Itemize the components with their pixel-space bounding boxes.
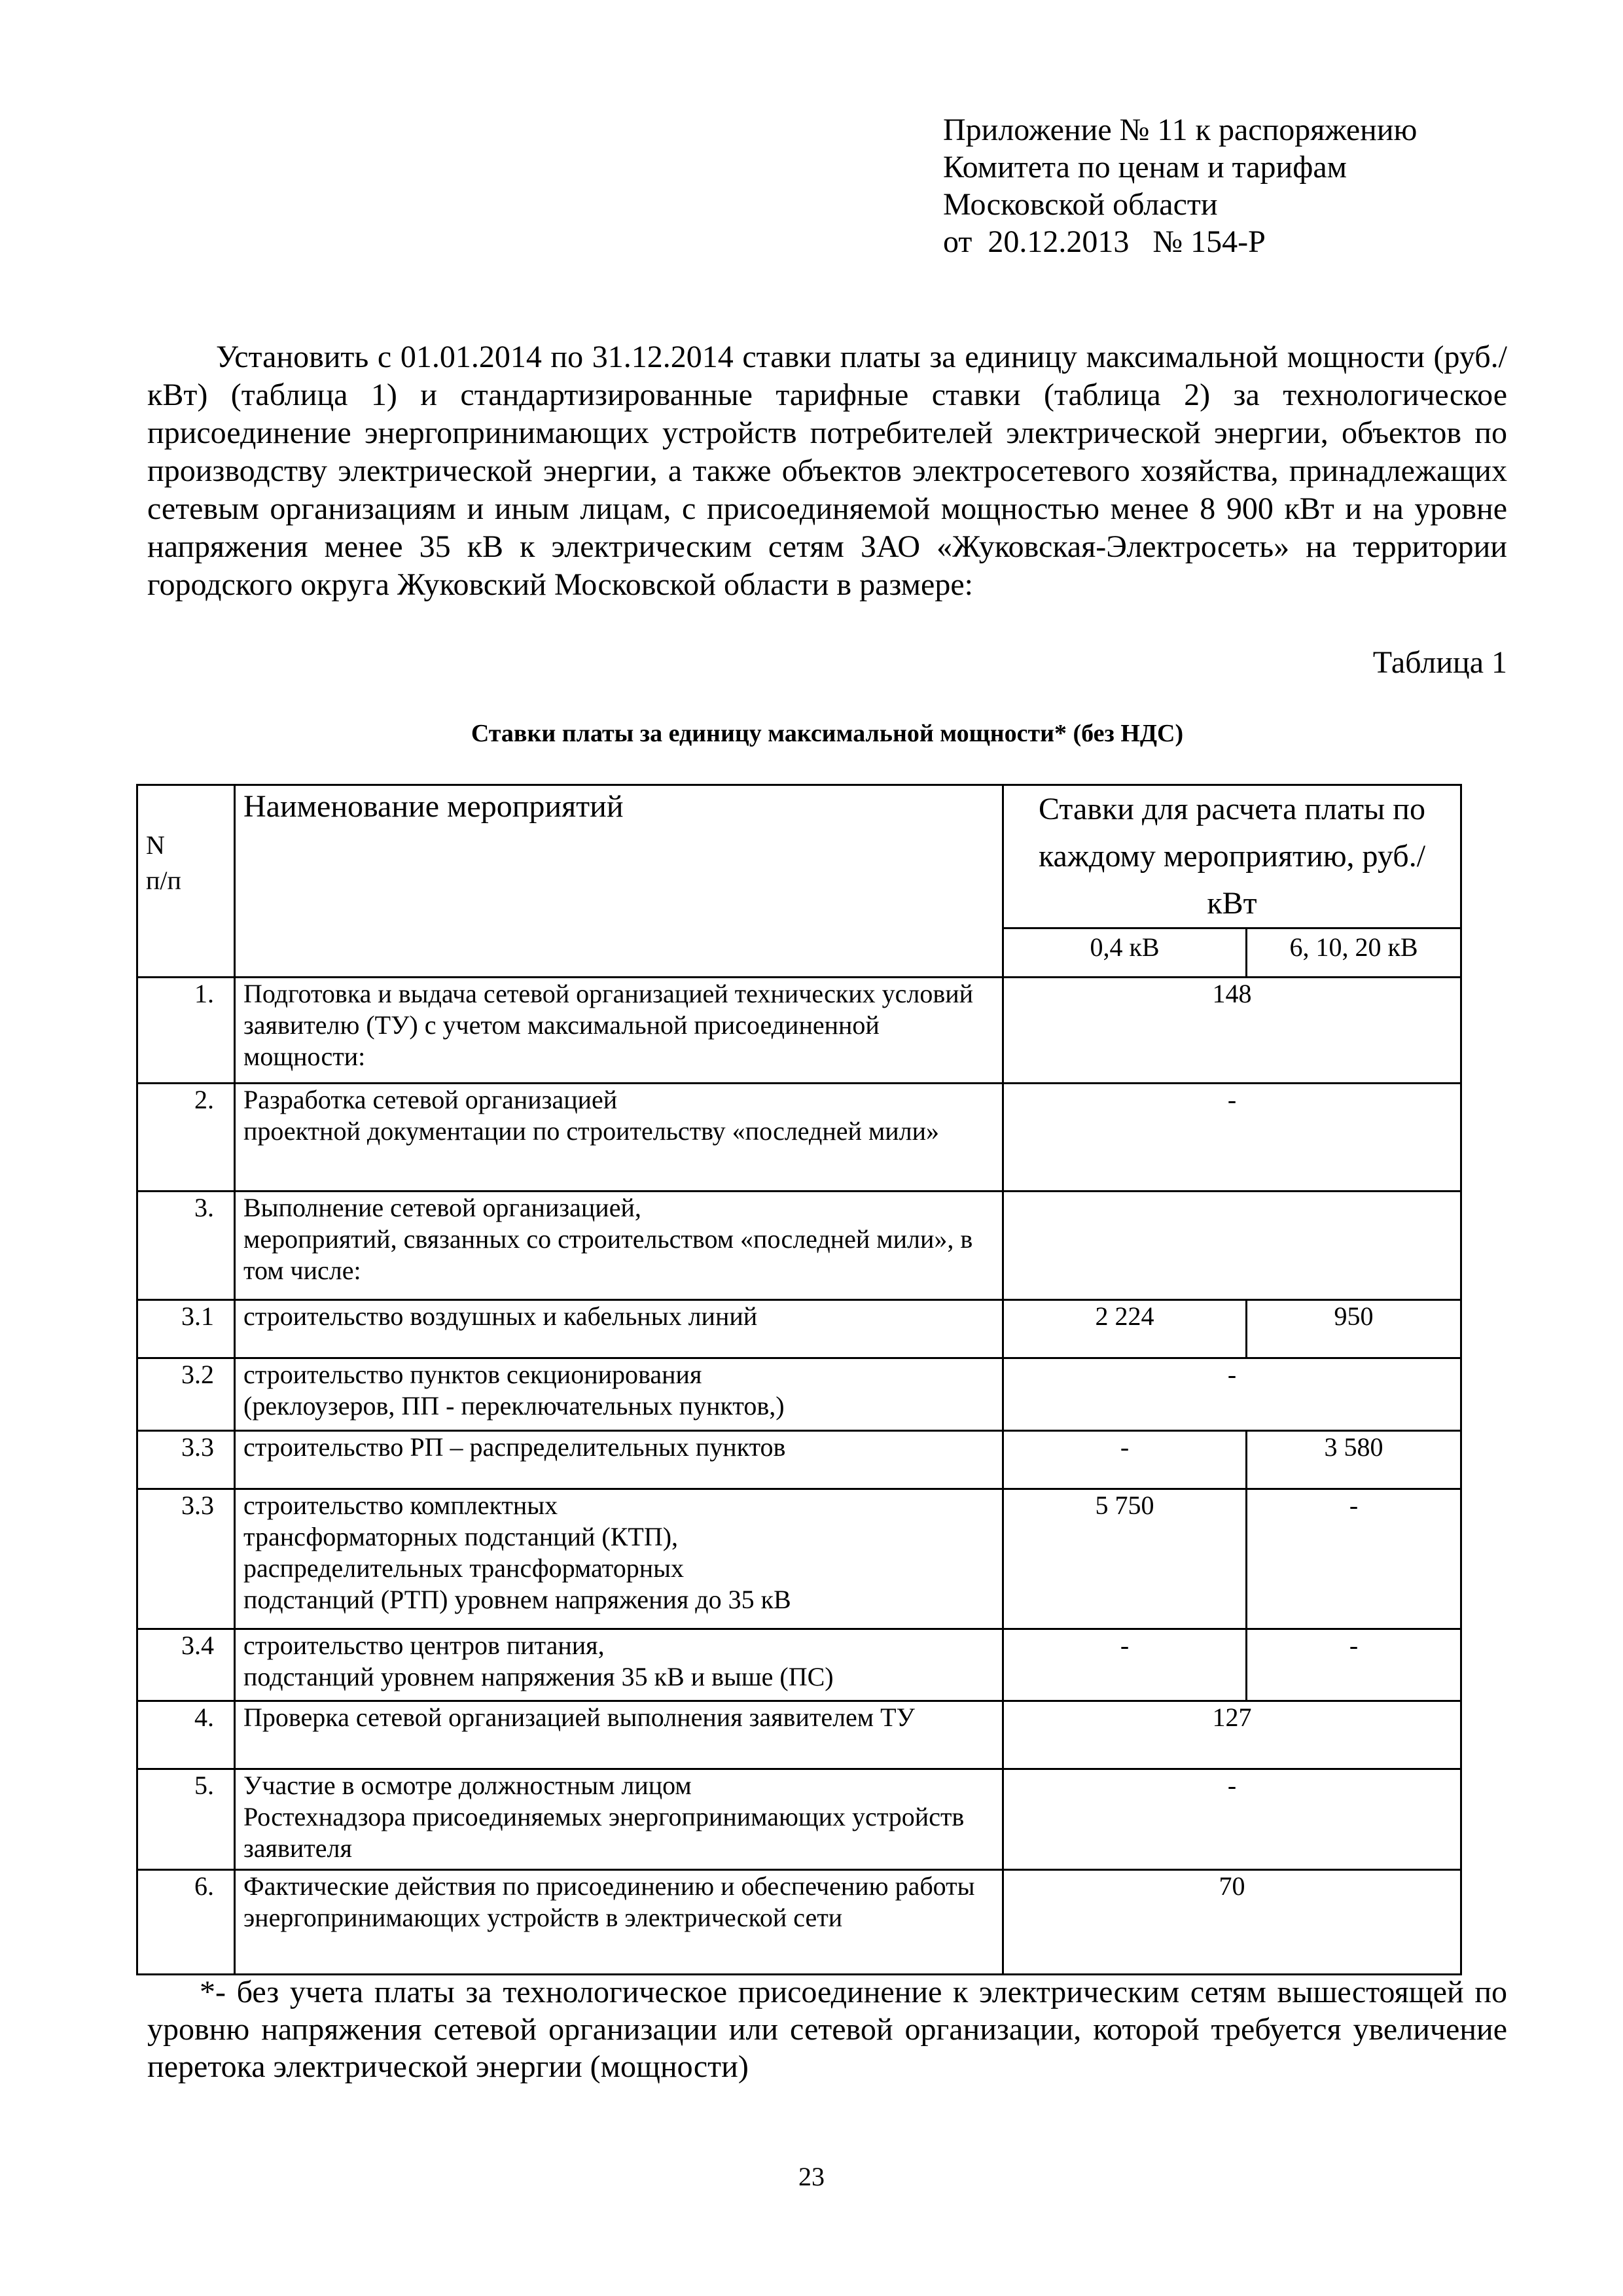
header-num-text: N п/п xyxy=(146,830,181,895)
row-name: строительство центров питания, подстанций уровнем напряжения 35 кВ и выше (ПС) xyxy=(235,1629,1003,1701)
row-rate-04: - xyxy=(1003,1431,1247,1489)
footnote-text: *- без учета платы за технологическое присоединение к электрическим сетям вышестоящей по уровню напряжения сетевой организации или сетевой организации, которой требуется увеличение перетока электрической энергии (мощности) xyxy=(147,1975,1507,2084)
row-number: 4. xyxy=(137,1701,235,1769)
row-number: 1. xyxy=(137,978,235,1084)
row-rate-merged: - xyxy=(1003,1084,1461,1192)
intro-text: Установить с 01.01.2014 по 31.12.2014 ставки платы за единицу максимальной мощности (руб./кВт) (таблица 1) и стандартизированные тарифные ставки (таблица 2) за технологическое присоединение энергопринимающих устройств потребителей электрической энергии, объектов по производству электрической энергии, а также объектов электросетевого хозяйства, принадлежащих сетевым организациям и иным лицам, с присоединяемой мощностью менее 8 900 кВт и на уровне напряжения менее 35 кВ к электрическим сетям ЗАО «Жуковская-Электросеть» на территории городского округа Жуковский Московской области в размере: xyxy=(147,340,1507,602)
row-number: 6. xyxy=(137,1870,235,1975)
table-row xyxy=(137,1084,1461,1192)
row-number: 3. xyxy=(137,1192,235,1300)
footnote xyxy=(147,1973,1507,2085)
table-title: Ставки платы за единицу максимальной мощности* (без НДС) xyxy=(471,720,1184,747)
row-name: строительство комплектных трансформаторных подстанций (КТП), распределительных трансформаторных подстанций (РТП) уровнем напряжения до 35 кВ xyxy=(235,1489,1003,1629)
row-name: Разработка сетевой организацией проектной документации по строительству «последней мили» xyxy=(235,1084,1003,1192)
intro-paragraph xyxy=(147,338,1507,604)
row-rate-merged: 127 xyxy=(1003,1701,1461,1769)
table-row xyxy=(137,1701,1461,1769)
table-number-label: Таблица 1 xyxy=(1372,645,1507,680)
row-name: Подготовка и выдача сетевой организацией технических условий заявителю (ТУ) с учетом максимальной присоединенной мощности: xyxy=(235,978,1003,1084)
page-number: 23 xyxy=(798,2162,825,2191)
row-rate-merged: - xyxy=(1003,1358,1461,1431)
header-name: Наименование мероприятий xyxy=(235,785,1003,978)
table-row xyxy=(137,1192,1461,1300)
row-name: Участие в осмотре должностным лицом Ростехнадзора присоединяемых энергопринимающих устройств заявителя xyxy=(235,1769,1003,1870)
table-row xyxy=(137,1629,1461,1701)
row-name: Фактические действия по присоединению и обеспечению работы энергопринимающих устройств в электрической сети xyxy=(235,1870,1003,1975)
row-rate-6-20: - xyxy=(1247,1489,1461,1629)
row-rate-04: 2 224 xyxy=(1003,1300,1247,1358)
row-rate-merged: - xyxy=(1003,1769,1461,1870)
table-row xyxy=(137,1870,1461,1975)
row-rate-6-20: 950 xyxy=(1247,1300,1461,1358)
row-name: строительство РП – распределительных пунктов xyxy=(235,1431,1003,1489)
table-row xyxy=(137,1489,1461,1629)
table-header-row xyxy=(137,785,1461,928)
row-rate-merged: 148 xyxy=(1003,978,1461,1084)
row-number: 3.3 xyxy=(137,1489,235,1629)
row-number: 3.1 xyxy=(137,1300,235,1358)
header-num xyxy=(137,785,235,978)
header-rate-text: Ставки для расчета платы по каждому мероприятию, руб./кВт xyxy=(1038,792,1426,921)
approval-line: Приложение № 11 к распоряжению xyxy=(943,113,1418,147)
row-name: строительство пунктов секционирования (реклоузеров, ПП - переключательных пунктов,) xyxy=(235,1358,1003,1431)
rates-table xyxy=(136,784,1462,1975)
row-rate-04: - xyxy=(1003,1629,1247,1701)
table-row xyxy=(137,1769,1461,1870)
row-rate-merged xyxy=(1003,1192,1461,1300)
row-name: строительство воздушных и кабельных линий xyxy=(235,1300,1003,1358)
row-number: 3.3 xyxy=(137,1431,235,1489)
approval-line: Комитета по ценам и тарифам xyxy=(943,150,1347,185)
row-rate-6-20: 3 580 xyxy=(1247,1431,1461,1489)
table-row xyxy=(137,1300,1461,1358)
row-rate-04: 5 750 xyxy=(1003,1489,1247,1629)
row-number: 3.2 xyxy=(137,1358,235,1431)
table-row xyxy=(137,978,1461,1084)
row-rate-merged: 70 xyxy=(1003,1870,1461,1975)
table-row xyxy=(137,1358,1461,1431)
header-voltage-6-20: 6, 10, 20 кВ xyxy=(1247,928,1461,978)
header-voltage-04: 0,4 кВ xyxy=(1003,928,1247,978)
row-number: 3.4 xyxy=(137,1629,235,1701)
row-rate-6-20: - xyxy=(1247,1629,1461,1701)
row-number: 5. xyxy=(137,1769,235,1870)
approval-line: от 20.12.2013 № 154-Р xyxy=(943,224,1266,259)
approval-block xyxy=(943,111,1532,260)
header-rate xyxy=(1003,785,1461,928)
row-name: Выполнение сетевой организацией, мероприятий, связанных со строительством «последней мили», в том числе: xyxy=(235,1192,1003,1300)
row-number: 2. xyxy=(137,1084,235,1192)
table-row xyxy=(137,1431,1461,1489)
approval-line: Московской области xyxy=(943,187,1218,222)
row-name: Проверка сетевой организацией выполнения заявителем ТУ xyxy=(235,1701,1003,1769)
